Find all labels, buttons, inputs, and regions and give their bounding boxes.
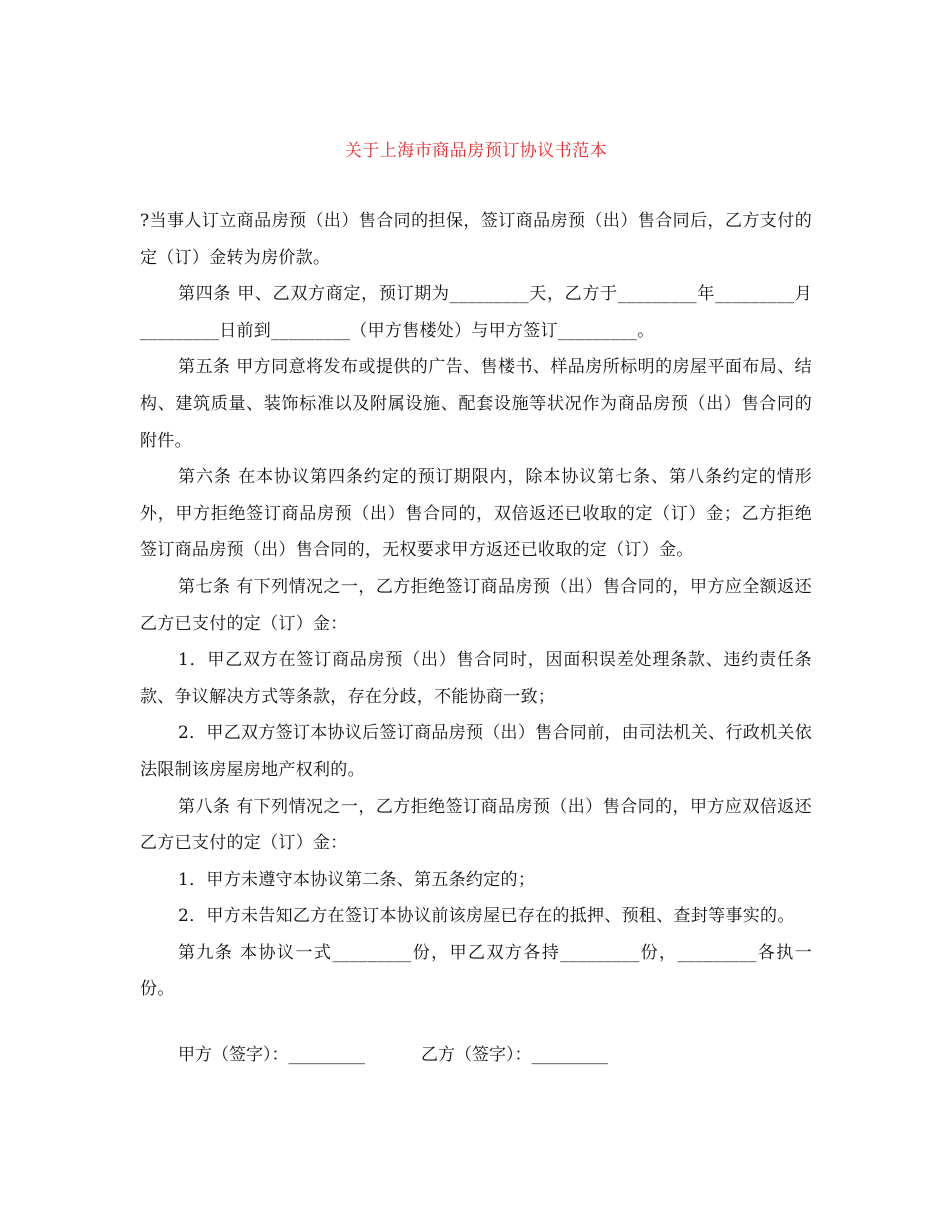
paragraph-guarantee: ?当事人订立商品房预（出）售合同的担保，签订商品房预（出）售合同后，乙方支付的定（订）金转为房价款。 xyxy=(140,211,812,268)
paragraph-article-8-item-1: 1．甲方未遵守本协议第二条、第五条约定的； xyxy=(178,869,536,890)
paragraph-article-8: 第八条 有下列情况之一，乙方拒绝签订商品房预（出）售合同的，甲方应双倍返还乙方已支付的定（订）金： xyxy=(140,796,812,854)
paragraph-article-6: 第六条 在本协议第四条约定的预订期限内，除本协议第七条、第八条约定的情形外，甲方拒绝签订商品房预（出）售合同的，双倍返还已收取的定（订）金；乙方拒绝签订商品房预（出）售合同的，无权要求甲方返还已收取的定（订）金。 xyxy=(140,467,812,561)
paragraph-article-7: 第七条 有下列情况之一，乙方拒绝签订商品房预（出）售合同的，甲方应全额返还乙方已支付的定（订）金： xyxy=(140,576,812,634)
signature-party-a: 甲方（签字）：_________ xyxy=(178,1045,365,1065)
signature-row xyxy=(178,1040,608,1070)
paragraph-article-7-item-1: 1．甲乙双方在签订商品房预（出）售合同时，因面积误差处理条款、违约责任条款、争议解决方式等条款，存在分歧，不能协商一致； xyxy=(140,650,812,707)
document-body xyxy=(140,203,812,1008)
paragraph-article-7-item-2: 2．甲乙双方签订本协议后签订商品房预（出）售合同前，由司法机关、行政机关依法限制该房屋房地产权利的。 xyxy=(140,723,812,780)
paragraph-article-9: 第九条 本协议一式_________份，甲乙双方各持_________份，_________各执一份。 xyxy=(140,942,812,1000)
signature-party-b: 乙方（签字）：_________ xyxy=(421,1045,608,1065)
paragraph-article-4: 第四条 甲、乙双方商定，预订期为_________天，乙方于_________年_________月_________日前到_________（甲方售楼处）与甲方签订_________。 xyxy=(140,284,812,341)
paragraph-article-5: 第五条 甲方同意将发布或提供的广告、售楼书、样品房所标明的房屋平面布局、结构、建筑质量、装饰标准以及附属设施、配套设施等状况作为商品房预（出）售合同的附件。 xyxy=(140,357,812,451)
document-title: 关于上海市商品房预订协议书范本 xyxy=(344,141,608,161)
paragraph-article-8-item-2: 2．甲方未告知乙方在签订本协议前该房屋已存在的抵押、预租、查封等事实的。 xyxy=(178,906,795,927)
